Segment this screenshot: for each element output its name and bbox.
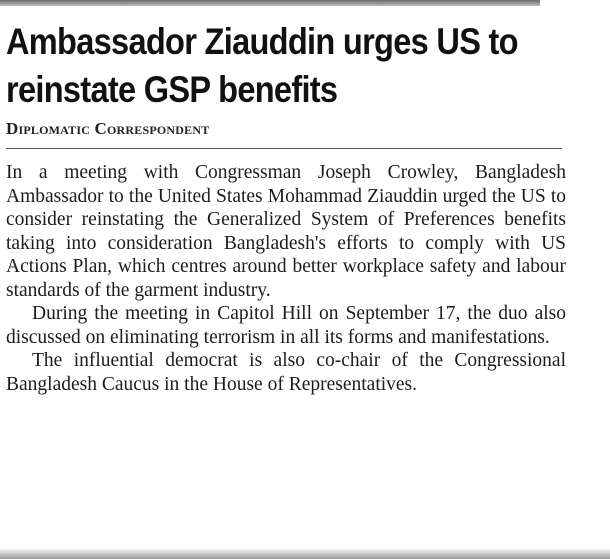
paragraph-2: During the meeting in Capitol Hill on September 17, the duo also discussed on eliminating terrorism in all its forms and manifestations. — [6, 303, 566, 348]
article-byline: Diplomatic Correspondent — [6, 119, 210, 138]
paragraph-3: The influential democrat is also co-chair of the Congressional Bangladesh Caucus in the House of Representatives. — [6, 350, 566, 395]
news-article — [6, 18, 578, 396]
article-body — [6, 161, 566, 396]
byline-divider — [6, 148, 562, 149]
top-page-rule — [0, 0, 540, 6]
bottom-page-edge — [0, 548, 610, 559]
article-headline: Ambassador Ziauddin urges US to reinstate GSP benefits — [6, 21, 518, 110]
paragraph-1: In a meeting with Congressman Joseph Crowley, Bangladesh Ambassador to the United States Mohammad Ziauddin urged the US to consider reinstating the Generalized System of Preferences benefits taking into consideration Bangladesh's efforts to comply with US Actions Plan, which centres around better workplace safety and labour standards of the garment industry. — [6, 162, 566, 301]
